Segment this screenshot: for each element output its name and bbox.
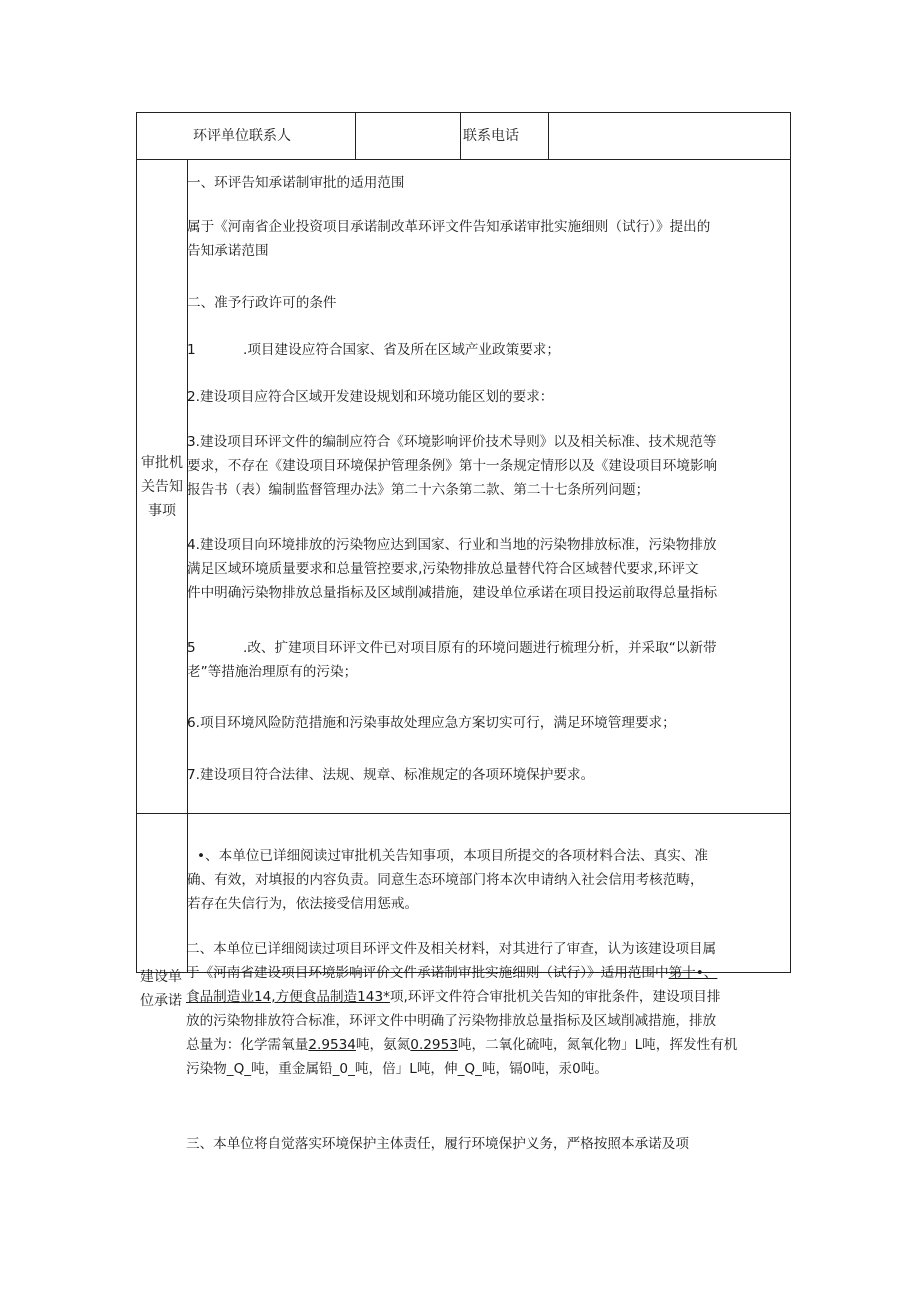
scope-text: [187, 215, 787, 263]
condition-item-3-line: 要求，不存在《建设项目环境保护管理条例》第十一条规定情形以及《建设项目环境影响: [187, 458, 718, 474]
commitment-side-label-line: 建设单: [140, 969, 182, 985]
cod-value: 2.9534: [308, 1037, 356, 1053]
col-divider-3: [548, 113, 549, 159]
condition-item-7-text: 7.建设项目符合法律、法规、规章、标准规定的各项环境保护要求。: [187, 767, 595, 783]
commitment-p2-line5c: 吨，二氧化硫吨，氮氧化物」L吨，挥发性有机: [457, 1037, 738, 1053]
commitment-p2-industry-code: 食品制造业14,方便食品制造143*: [186, 989, 390, 1005]
commitment-side-label-group: [136, 965, 186, 1013]
condition-item-7: [187, 763, 787, 787]
notice-side-label-line: 关告知: [141, 479, 183, 495]
commitment-p2-line4: 放的污染物排放符合标准，环评文件中明确了污染物排放总量指标及区域削减措施，排放: [186, 1013, 717, 1029]
condition-item-3: [187, 430, 787, 502]
condition-item-4: [187, 533, 787, 605]
commitment-p3-line1: 三、本单位将自觉落实环境保护主体责任，履行环境保护义务，严格按照本承诺及项: [186, 1136, 689, 1152]
scope-heading-text: 一、环评告知承诺制审批的适用范围: [187, 175, 405, 191]
condition-item-5-line1: .改、扩建项目环评文件已对项目原有的环境问题进行梳理分析，并采取“以新带: [243, 640, 717, 656]
commitment-paragraph-3: [186, 1132, 786, 1156]
conditions-heading-text: 二、准予行政许可的条件: [187, 295, 337, 311]
commitment-p2-category: 第十•、: [668, 965, 718, 981]
commitment-paragraph-2: [186, 937, 786, 1081]
condition-item-4-line: 满足区域环境质量要求和总量管控要求,污染物排放总量替代符合区域替代要求,环评文: [187, 561, 699, 577]
phone-label: 联系电话: [463, 128, 519, 144]
commitment-p1-line: •、本单位已详细阅读过审批机关告知事项，本项目所提交的各项材料合法、真实、准: [197, 848, 708, 864]
condition-item-3-line: 3.建设项目环评文件的编制应符合《环境影响评价技术导则》以及相关标准、技术规范等: [187, 434, 717, 450]
col-divider-2: [460, 113, 461, 159]
commitment-p2-line2-text: 于《河南省建设项目环境影响评价文件承诺制审批实施细则（试行）》适用范围中: [186, 965, 669, 981]
condition-item-2: [187, 385, 787, 409]
scope-text-line: 告知承诺范围: [187, 243, 269, 259]
conditions-heading: [187, 291, 787, 315]
condition-item-5-number: 5: [187, 640, 196, 656]
contact-label: 环评单位联系人: [193, 128, 291, 144]
condition-item-4-line: 件中明确污染物排放总量指标及区域削减措施，建设单位承诺在项目投运前取得总量指标: [187, 585, 718, 601]
condition-item-5: [187, 636, 787, 684]
condition-item-4-line: 4.建设项目向环境排放的污染物应达到国家、行业和当地的污染物排放标准，污染物排放: [187, 537, 717, 553]
condition-item-1-text: .项目建设应符合国家、省及所在区域产业政策要求；: [243, 342, 560, 358]
condition-item-6: [187, 711, 787, 735]
notice-side-label-line: 审批机: [141, 455, 183, 471]
condition-item-3-line: 报告书（表）编制监督管理办法》第二十六条第二款、第二十七条所列问题；: [187, 482, 650, 498]
condition-item-2-text: 2.建设项目应符合区域开发建设规划和环境功能区划的要求：: [187, 389, 554, 405]
condition-item-6-text: 6.项目环境风险防范措施和污染事故处理应急方案切实可行，满足环境管理要求；: [187, 715, 676, 731]
col-divider-1: [355, 113, 356, 159]
condition-item-1: [187, 338, 787, 362]
commitment-paragraph-1: [187, 844, 787, 916]
commitment-p2-line3-text: 项,环评文件符合审批机关告知的审批条件，建设项目排: [389, 989, 721, 1005]
notice-side-label: [137, 451, 187, 523]
commitment-p2-line1: 二、本单位已详细阅读过项目环评文件及相关材料，对其进行了审查，认为该建设项目属: [186, 941, 717, 957]
scope-heading: [187, 171, 787, 195]
row-divider-header: [137, 159, 790, 160]
commitment-side-label-line: 位承诺: [140, 993, 182, 1009]
commitment-p1-line: 若存在失信行为，依法接受信用惩戒。: [187, 896, 419, 912]
ammonia-value: 0.2953: [410, 1037, 458, 1053]
condition-item-1-number: 1: [187, 342, 196, 358]
commitment-p2-line6: 污染物_Q_吨，重金属铅_0_吨，倍」L吨，伸_Q_吨，镉0吨，汞0吨。: [186, 1061, 608, 1077]
commitment-p2-line5a: 总量为：化学需氧量: [186, 1037, 309, 1053]
condition-item-5-line2: 老”等措施治理原有的污染；: [187, 664, 358, 680]
commitment-form-table: [136, 112, 791, 973]
commitment-p1-line: 确、有效，对填报的内容负责。同意生态环境部门将本次申请纳入社会信用考核范畴，: [187, 872, 704, 888]
commitment-p2-line5b: 吨，氨氮: [355, 1037, 411, 1053]
notice-side-label-line: 事项: [148, 503, 176, 519]
scope-text-line: 属于《河南省企业投资项目承诺制改革环评文件告知承诺审批实施细则（试行）》提出的: [187, 219, 711, 235]
row-divider-notice: [137, 813, 790, 814]
